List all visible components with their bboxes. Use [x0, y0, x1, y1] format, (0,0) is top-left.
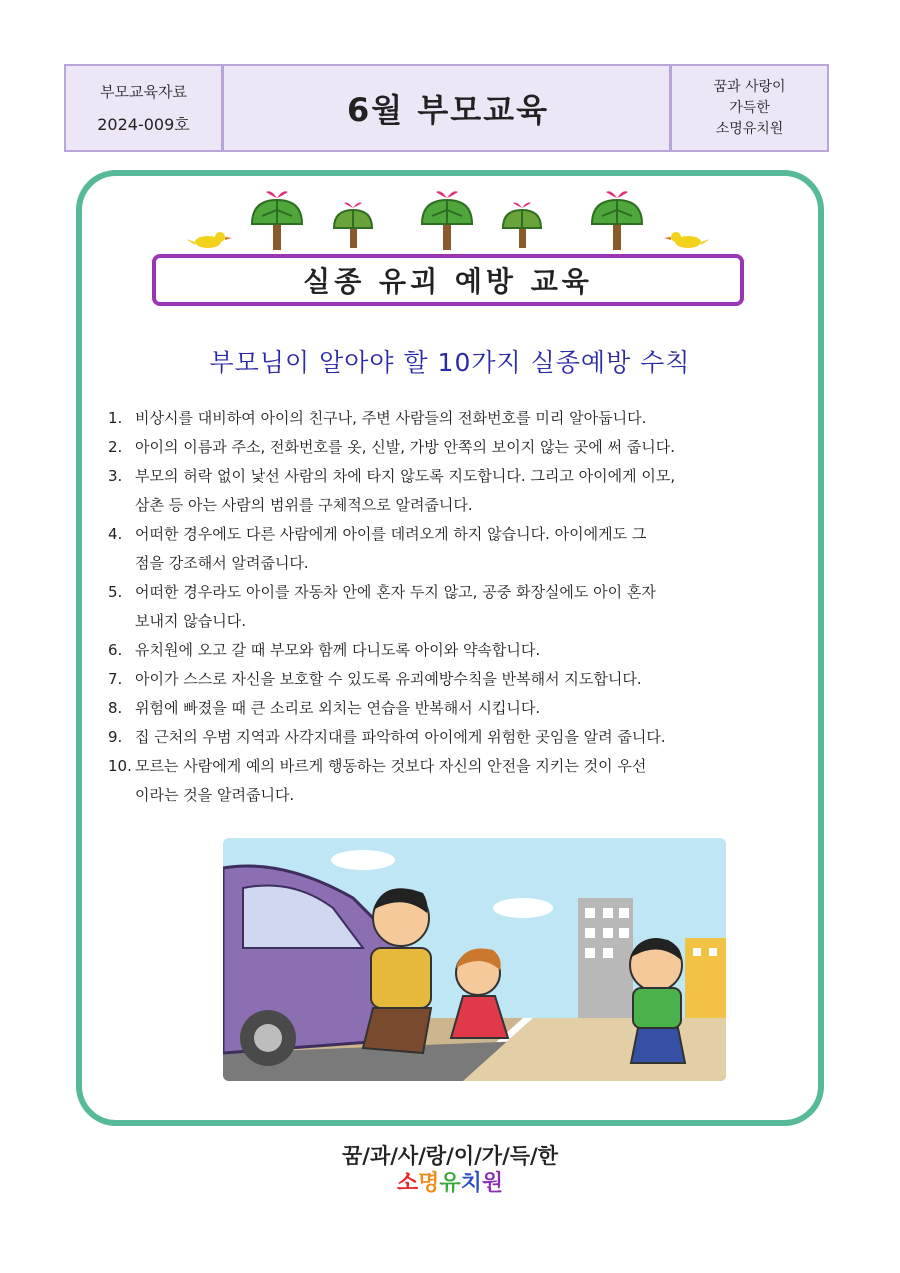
header-category: 부모교육자료 — [100, 83, 187, 101]
rule-text: 아이의 이름과 주소, 전화번호를 옷, 신발, 가방 안쪽의 보이지 않는 곳에 써 줍니다. — [135, 438, 675, 456]
header-title-cell — [224, 66, 672, 150]
rule-item — [108, 520, 808, 578]
rule-item — [108, 433, 808, 462]
school-name-char: 명 — [418, 1171, 440, 1196]
page-title: 6월 부모교육 — [347, 91, 549, 129]
rule-item — [108, 578, 808, 636]
bird-icon — [664, 232, 710, 248]
school-name-char: 소 — [396, 1171, 419, 1196]
rule-text: 유치원에 오고 갈 때 부모와 함께 다니도록 아이와 약속합니다. — [135, 641, 541, 659]
section-banner — [152, 254, 744, 306]
tree-icon — [252, 191, 302, 250]
rules-subtitle: 부모님이 알아야 할 10가지 실종예방 수칙 — [209, 348, 691, 377]
rule-text: 부모의 허락 없이 낯선 사람의 차에 타지 않도록 지도합니다. 그리고 아이에게 이모, — [135, 467, 676, 485]
rule-item — [108, 752, 808, 810]
rule-number: 5. — [108, 583, 123, 601]
kidnapping-illustration — [223, 838, 726, 1081]
rules-list — [108, 404, 808, 810]
school-name-char: 원 — [481, 1171, 504, 1196]
tree-icon — [592, 191, 642, 250]
rule-text: 보내지 않습니다. — [135, 612, 246, 630]
rule-number: 7. — [108, 670, 123, 688]
boy-figure-icon — [630, 938, 685, 1063]
rule-number: 2. — [108, 438, 123, 456]
rule-number: 10. — [108, 757, 132, 775]
header-issue: 2024-009호 — [97, 115, 190, 134]
school-name-char: 치 — [460, 1171, 482, 1196]
rule-number: 1. — [108, 409, 123, 427]
trees-birds-decoration — [180, 186, 720, 256]
school-name-char: 유 — [439, 1171, 461, 1196]
footer-school-name — [0, 1166, 900, 1197]
banner-title: 실종 유괴 예방 교육 — [303, 265, 593, 298]
rule-text: 점을 강조해서 알려줍니다. — [135, 554, 309, 572]
rule-item — [108, 636, 808, 665]
rule-item — [108, 694, 808, 723]
rule-item — [108, 462, 808, 520]
tree-icon — [422, 191, 472, 250]
rule-number: 6. — [108, 641, 123, 659]
rule-text: 비상시를 대비하여 아이의 친구나, 주변 사람들의 전화번호를 미리 알아둡니다. — [135, 409, 647, 427]
rule-item — [108, 723, 808, 752]
rule-text: 어떠한 경우라도 아이를 자동차 안에 혼자 두지 않고, 공중 화장실에도 아이 혼자 — [135, 583, 656, 601]
rule-number: 4. — [108, 525, 123, 543]
rule-text: 이라는 것을 알려줍니다. — [135, 786, 295, 804]
rule-text: 삼촌 등 아는 사람의 범위를 구체적으로 알려줍니다. — [135, 496, 473, 514]
rule-text: 아이가 스스로 자신을 보호할 수 있도록 유괴예방수칙을 반복해서 지도합니다. — [135, 670, 642, 688]
header-motto-line: 꿈과 사랑이 — [713, 78, 786, 95]
rule-text: 집 근처의 우범 지역과 사각지대를 파악하여 아이에게 위험한 곳임을 알려 줍니다. — [135, 728, 666, 746]
tree-icon — [334, 203, 372, 248]
header-table — [64, 64, 829, 152]
rule-text: 위험에 빠졌을 때 큰 소리로 외치는 연습을 반복해서 시킵니다. — [135, 699, 541, 717]
rule-number: 9. — [108, 728, 123, 746]
rule-item — [108, 665, 808, 694]
header-motto-cell — [669, 66, 827, 150]
tree-icon — [503, 203, 541, 248]
bird-icon — [186, 232, 232, 248]
rule-number: 3. — [108, 467, 123, 485]
header-category-cell — [66, 66, 224, 150]
rule-text: 어떠한 경우에도 다른 사람에게 아이를 데려오게 하지 않습니다. 아이에게도 그 — [135, 525, 647, 543]
footer-tagline: 꿈/과/사/랑/이/가/득/한 — [342, 1144, 558, 1168]
header-motto-line: 소명유치원 — [715, 120, 784, 137]
header-motto-line: 가득한 — [729, 99, 770, 116]
rule-number: 8. — [108, 699, 123, 717]
rule-text: 모르는 사람에게 예의 바르게 행동하는 것보다 자신의 안전을 지키는 것이 우선 — [135, 757, 647, 775]
rule-item — [108, 404, 808, 433]
man-figure-icon — [363, 888, 431, 1053]
